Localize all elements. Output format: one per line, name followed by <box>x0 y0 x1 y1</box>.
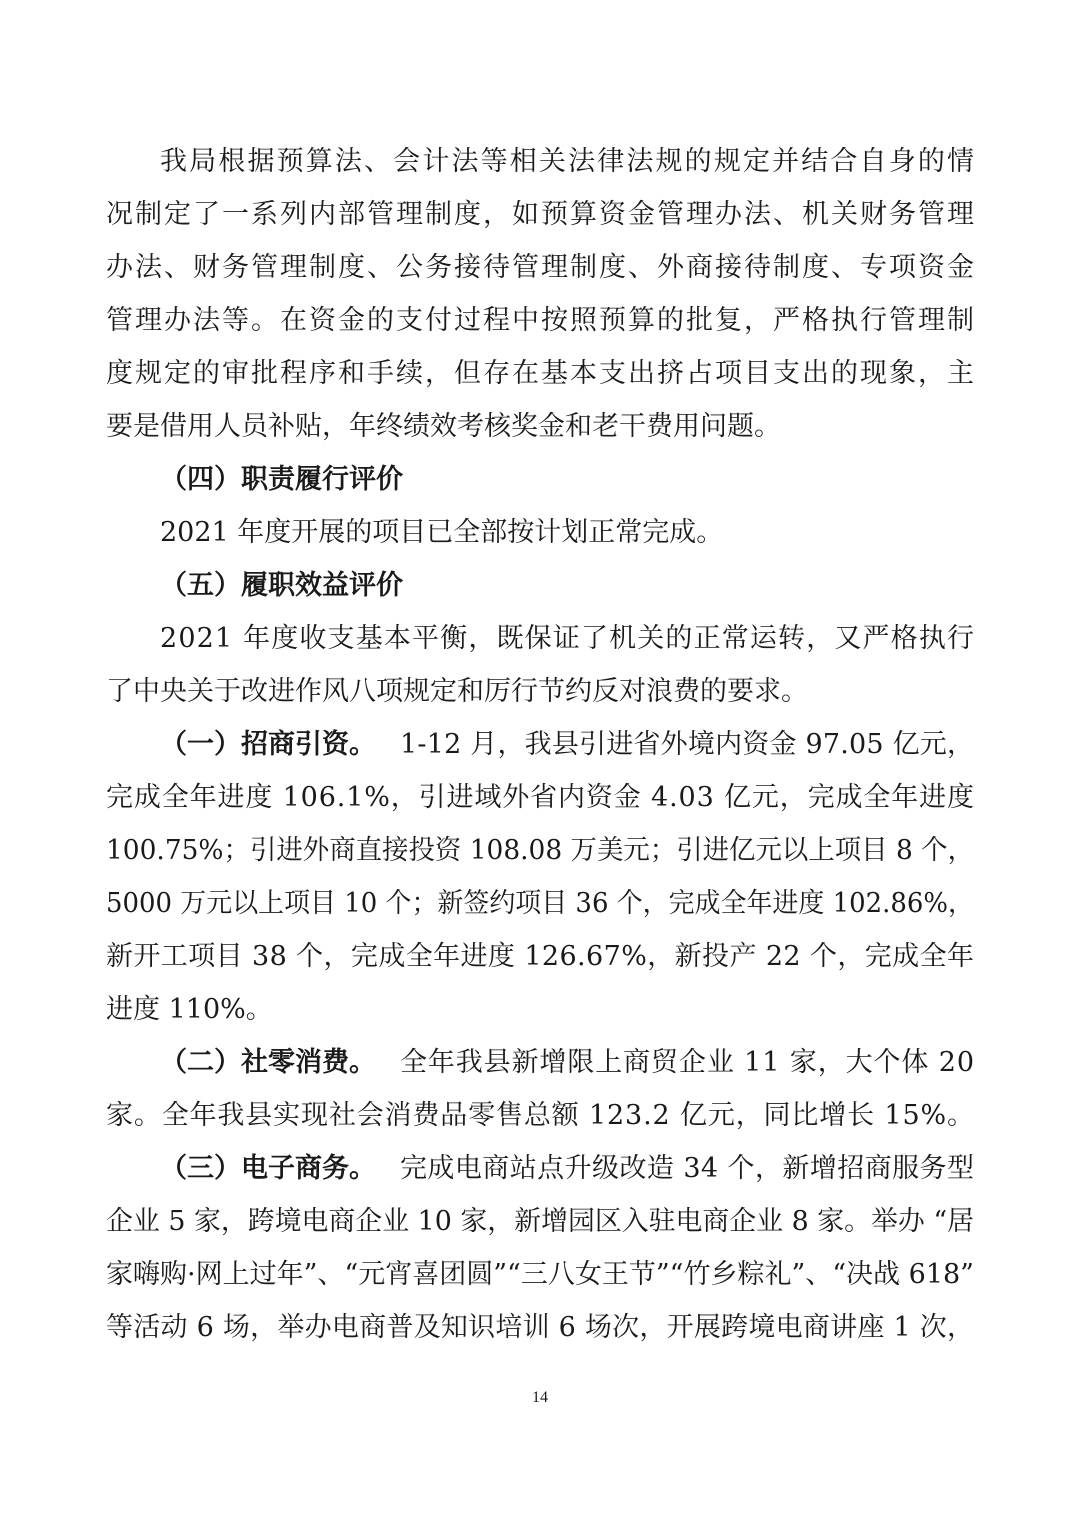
paragraph-text: 管理办法等。在资金的支付过程中按照预算的批复，严格执行管理制 <box>106 305 976 336</box>
paragraph-line <box>0 666 1080 718</box>
section-title: （一）招商引资。 <box>160 729 376 760</box>
paragraph-text: 2021 年度开展的项目已全部按计划正常完成。 <box>160 517 724 548</box>
section-title: （二）社零消费。 <box>160 1047 376 1078</box>
paragraph-text: 度规定的审批程序和手续，但存在基本支出挤占项目支出的现象，主 <box>106 358 976 389</box>
paragraph-line <box>0 1302 1080 1354</box>
paragraph-text: 办法、财务管理制度、公务接待管理制度、外商接待制度、专项资金 <box>106 252 976 283</box>
paragraph-text: 要是借用人员补贴，年终绩效考核奖金和老干费用问题。 <box>106 411 781 442</box>
paragraph-line <box>0 719 1080 771</box>
paragraph-text: 1-12 月，我县引进省外境内资金 97.05 亿元， <box>400 729 975 760</box>
paragraph-text: 进度 110%。 <box>106 994 273 1025</box>
paragraph-text: 家。全年我县实现社会消费品零售总额 123.2 亿元，同比增长 15%。 <box>106 1100 975 1131</box>
paragraph-line <box>0 878 1080 930</box>
paragraph-line <box>0 825 1080 877</box>
paragraph-line <box>0 931 1080 983</box>
paragraph-line <box>0 189 1080 241</box>
page-number: 14 <box>532 1389 548 1406</box>
paragraph-text: 全年我县新增限上商贸企业 11 家，大个体 20 <box>400 1047 975 1078</box>
paragraph-text: 况制定了一系列内部管理制度，如预算资金管理办法、机关财务管理 <box>106 199 976 230</box>
paragraph-text: 我局根据预算法、会计法等相关法律法规的规定并结合自身的情 <box>160 146 977 177</box>
paragraph-text: 等活动 6 场，举办电商普及知识培训 6 场次，开展跨境电商讲座 1 次， <box>106 1312 975 1343</box>
paragraph-text: 完成全年进度 106.1%，引进域外省内资金 4.03 亿元，完成全年进度 <box>106 782 975 813</box>
paragraph-text: 100.75%；引进外商直接投资 108.08 万美元；引进亿元以上项目 8 个， <box>106 835 974 866</box>
section-heading <box>0 454 1080 506</box>
paragraph-text: 家嗨购·网上过年”、“元宵喜团圆”“三八女王节”“竹乡粽礼”、“决战 618” <box>106 1259 974 1290</box>
paragraph-text: 了中央关于改进作风八项规定和厉行节约反对浪费的要求。 <box>106 676 808 707</box>
paragraph-text: 5000 万元以上项目 10 个；新签约项目 36 个，完成全年进度 102.86%， <box>106 888 974 919</box>
heading-text: （五）履职效益评价 <box>160 570 403 601</box>
section-title: （三）电子商务。 <box>160 1153 376 1184</box>
paragraph-line <box>0 613 1080 665</box>
paragraph-line <box>0 401 1080 453</box>
paragraph-text: 2021 年度收支基本平衡，既保证了机关的正常运转，又严格执行 <box>160 623 976 654</box>
paragraph-line <box>0 1249 1080 1301</box>
paragraph-line <box>0 295 1080 347</box>
paragraph-line <box>0 507 1080 559</box>
paragraph-line <box>0 1090 1080 1142</box>
paragraph-line <box>0 242 1080 294</box>
paragraph-line <box>0 348 1080 400</box>
paragraph-line <box>0 136 1080 188</box>
paragraph-text: 企业 5 家，跨境电商企业 10 家，新增园区入驻电商企业 8 家。举办 “居 <box>106 1206 974 1237</box>
paragraph-text: 完成电商站点升级改造 34 个，新增招商服务型 <box>400 1153 975 1184</box>
paragraph-line <box>0 1196 1080 1248</box>
section-heading <box>0 560 1080 612</box>
paragraph-line <box>0 1143 1080 1195</box>
heading-text: （四）职责履行评价 <box>160 464 403 495</box>
paragraph-line <box>0 984 1080 1036</box>
paragraph-text: 新开工项目 38 个，完成全年进度 126.67%，新投产 22 个，完成全年 <box>106 941 975 972</box>
paragraph-line <box>0 1037 1080 1089</box>
paragraph-line <box>0 772 1080 824</box>
